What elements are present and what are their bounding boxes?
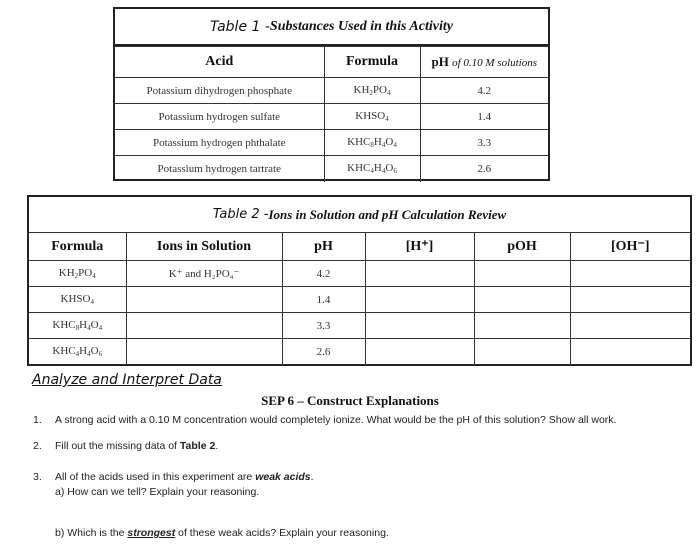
question-2: 2. Fill out the missing data of Table 2. (33, 440, 219, 452)
oh-cell-empty[interactable] (570, 287, 690, 313)
table-1-header-row (115, 47, 548, 78)
ph-value: 4.2 (282, 261, 365, 287)
acid-name: Potassium dihydrogen phosphate (115, 78, 324, 104)
ions-cell-empty[interactable] (126, 339, 282, 365)
poh-cell-empty[interactable] (474, 339, 570, 365)
header-ph-suffix: of 0.10 M solutions (452, 57, 538, 69)
formula-cell: $KHSO_4$ (324, 104, 420, 130)
table-row (29, 261, 690, 287)
oh-cell-empty[interactable] (570, 339, 690, 365)
poh-cell-empty[interactable] (474, 261, 570, 287)
ph-value: 3.3 (282, 313, 365, 339)
table-1-title-prefix: Table 1 - (210, 18, 270, 35)
header-oh-concentration: [OH⁻] (570, 233, 690, 261)
h-cell-empty[interactable] (365, 261, 474, 287)
table-1-title-main: Substances Used in this Activity (269, 18, 453, 34)
table-row (115, 78, 548, 104)
table-row (29, 287, 690, 313)
table-2-grid (29, 232, 690, 365)
ph-value: 1.4 (420, 104, 548, 130)
question-3a: a) How can we tell? Explain your reasoning. (55, 486, 260, 498)
formula-cell: $KH_2PO_4$ (29, 261, 126, 287)
table-row (115, 156, 548, 182)
header-poh: pOH (474, 233, 570, 261)
table-2-title-main: Ions in Solution and pH Calculation Review (268, 206, 507, 222)
analyze-heading: Analyze and Interpret Data (32, 372, 222, 388)
header-ph: pH (282, 233, 365, 261)
h-cell-empty[interactable] (365, 287, 474, 313)
table-2-title-prefix: Table 2 - (212, 207, 269, 222)
poh-cell-empty[interactable] (474, 313, 570, 339)
table-row (29, 313, 690, 339)
header-ions: Ions in Solution (126, 233, 282, 261)
acid-name: Potassium hydrogen tartrate (115, 156, 324, 182)
ions-cell: K⁺ and H₂PO₄⁻ (126, 261, 282, 287)
ph-value: 1.4 (282, 287, 365, 313)
acid-name: Potassium hydrogen phthalate (115, 130, 324, 156)
question-1-text: A strong acid with a 0.10 M concentration would completely ionize. What would be the pH of this solution? Show all work. (55, 414, 617, 426)
question-3b: b) Which is the strongest of these weak acids? Explain your reasoning. (55, 527, 389, 539)
table-1 (113, 7, 550, 181)
question-3: 3. All of the acids used in this experiment are weak acids. (33, 471, 314, 483)
ph-value: 2.6 (282, 339, 365, 365)
acid-name: Potassium hydrogen sulfate (115, 104, 324, 130)
table-2 (27, 195, 692, 366)
ph-value: 3.3 (420, 130, 548, 156)
ions-cell-empty[interactable] (126, 313, 282, 339)
formula-cell: $KH_2PO_4$ (324, 78, 420, 104)
sep-heading: SEP 6 – Construct Explanations (261, 393, 439, 408)
table-1-title (115, 9, 548, 46)
table-row (29, 339, 690, 365)
h-cell-empty[interactable] (365, 313, 474, 339)
header-formula: Formula (29, 233, 126, 261)
formula-cell: $KHC_8H_4O_4$ (324, 130, 420, 156)
ph-value: 4.2 (420, 78, 548, 104)
formula-cell: $KHC_4H_4O_6$ (324, 156, 420, 182)
ions-cell-empty[interactable] (126, 287, 282, 313)
table-row (115, 104, 548, 130)
question-1: 1. A strong acid with a 0.10 M concentration would completely ionize. What would be the pH of this solution? Show all work. (33, 414, 617, 426)
formula-cell: $KHSO_4$ (29, 287, 126, 313)
table-row (115, 130, 548, 156)
header-formula: Formula (324, 47, 420, 78)
table-2-title (29, 197, 690, 232)
oh-cell-empty[interactable] (570, 261, 690, 287)
table-2-header-row (29, 233, 690, 261)
ph-value: 2.6 (420, 156, 548, 182)
table-1-grid (115, 46, 548, 182)
header-ph (420, 47, 548, 78)
header-h-concentration: [H⁺] (365, 233, 474, 261)
h-cell-empty[interactable] (365, 339, 474, 365)
header-ph-prefix: pH (431, 54, 449, 69)
formula-cell: $KHC_8H_4O_4$ (29, 313, 126, 339)
header-acid: Acid (115, 47, 324, 78)
poh-cell-empty[interactable] (474, 287, 570, 313)
oh-cell-empty[interactable] (570, 313, 690, 339)
formula-cell: $KHC_4H_4O_6$ (29, 339, 126, 365)
